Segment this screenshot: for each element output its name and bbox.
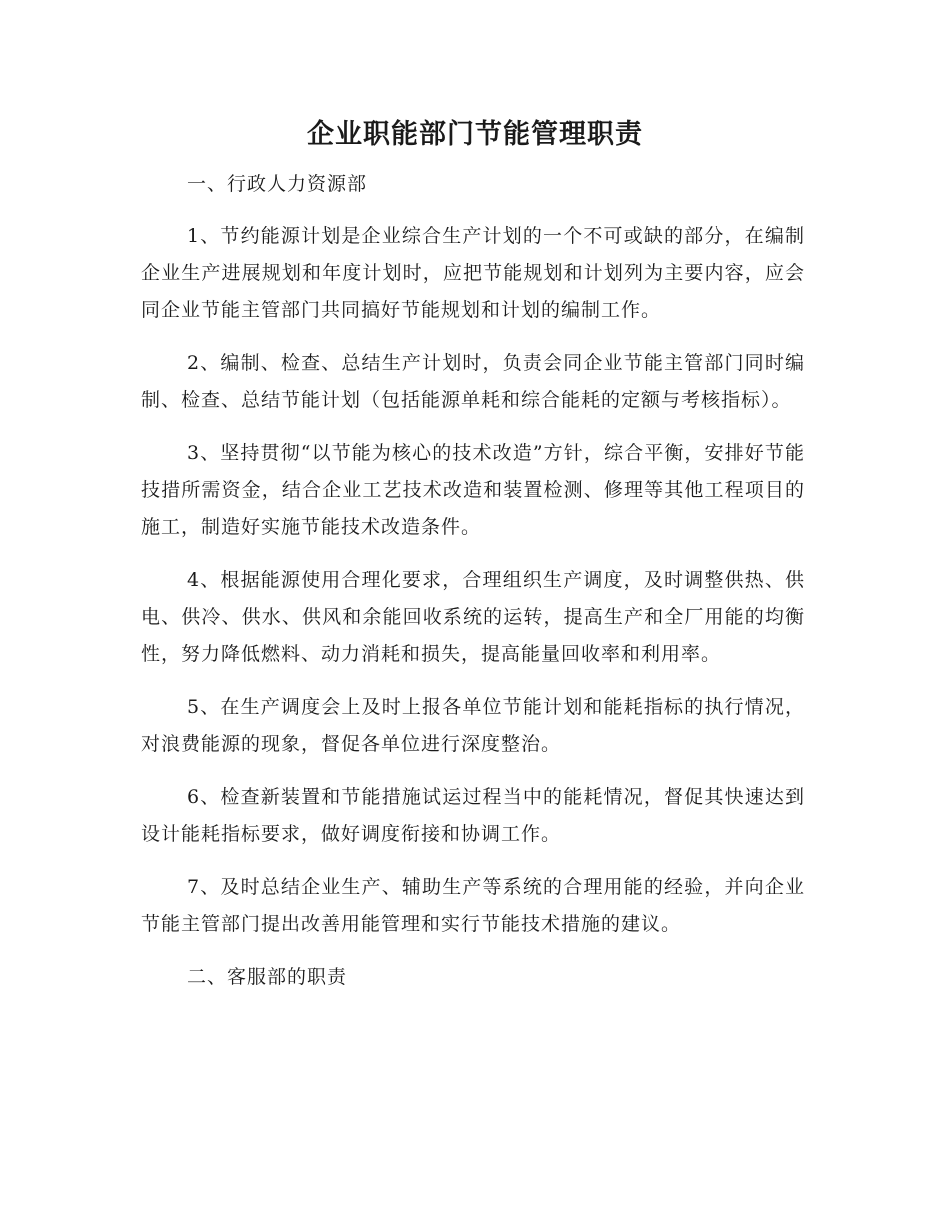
paragraph-4: 4、根据能源使用合理化要求，合理组织生产调度，及时调整供热、供电、供冷、供水、供风和余能回收系统的运转，提高生产和全厂用能的均衡性，努力降低燃料、动力消耗和损失，提高能量回收率和利用率。 [141, 569, 805, 665]
section-heading-administration-hr: 一、行政人力资源部 [187, 173, 368, 195]
paragraph-6: 6、检查新装置和节能措施试运过程当中的能耗情况，督促其快速达到设计能耗指标要求，做好调度衔接和协调工作。 [141, 786, 805, 845]
document-body [141, 166, 805, 995]
paragraph-2: 2、编制、检查、总结生产计划时，负责会同企业节能主管部门同时编制、检查、总结节能计划（包括能源单耗和综合能耗的定额与考核指标）。 [141, 352, 805, 411]
paragraph-1: 1、节约能源计划是企业综合生产计划的一个不可或缺的部分，在编制企业生产进展规划和年度计划时，应把节能规划和计划列为主要内容，应会同企业节能主管部门共同搞好节能规划和计划的编制工作。 [141, 225, 805, 321]
section-heading-customer-service: 二、客服部的职责 [187, 966, 348, 988]
paragraph-5: 5、在生产调度会上及时上报各单位节能计划和能耗指标的执行情况，对浪费能源的现象，督促各单位进行深度整治。 [141, 696, 805, 755]
paragraph-3: 3、坚持贯彻“以节能为核心的技术改造”方针，综合平衡，安排好节能技措所需资金，结合企业工艺技术改造和装置检测、修理等其他工程项目的施工，制造好实施节能技术改造条件。 [141, 442, 805, 538]
document-title: 企业职能部门节能管理职责 [307, 119, 643, 150]
paragraph-7: 7、及时总结企业生产、辅助生产等系统的合理用能的经验，并向企业节能主管部门提出改善用能管理和实行节能技术措施的建议。 [141, 876, 805, 935]
